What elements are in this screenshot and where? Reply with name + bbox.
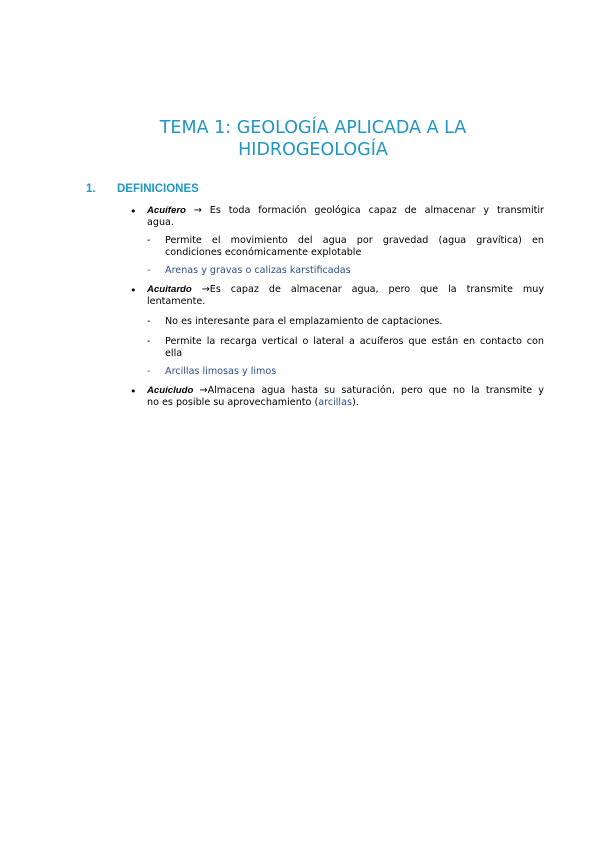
bullet-icon: • bbox=[130, 385, 137, 398]
definition-text: no es posible su aprovechamiento ( bbox=[147, 396, 319, 408]
section-number: 1. bbox=[86, 183, 96, 195]
definition-text: agua. bbox=[147, 216, 174, 228]
dash-icon: - bbox=[147, 235, 151, 246]
list-item bbox=[165, 235, 544, 258]
list-item bbox=[165, 336, 544, 359]
term-acuicludo: Acuicludo bbox=[147, 385, 194, 396]
example-arcillas: arcillas bbox=[318, 396, 352, 408]
definition-acuifero bbox=[147, 205, 544, 228]
list-item-text: ella bbox=[165, 347, 183, 359]
list-item-text: No es interesante para el emplazamiento de captaciones. bbox=[165, 316, 443, 327]
definition-text: ). bbox=[351, 396, 359, 408]
title-line-2: HIDROGEOLOGÍA bbox=[238, 140, 388, 160]
section-heading bbox=[86, 183, 199, 195]
dash-icon: - bbox=[147, 265, 151, 276]
list-item-text: Permite la recarga vertical o lateral a acuíferos que están en contacto con bbox=[165, 336, 544, 347]
title-line-1: TEMA 1: GEOLOGÍA APLICADA A LA bbox=[159, 118, 467, 138]
definition-acuitardo bbox=[147, 284, 544, 307]
definition-text: →Almacena agua hasta su saturación, pero que no la transmite y bbox=[193, 385, 544, 396]
list-item-text: Permite el movimiento del agua por gravedad (agua gravítica) en bbox=[165, 235, 544, 246]
definition-text: → Es toda formación geológica capaz de almacenar y transmitir bbox=[185, 205, 544, 216]
bullet-icon: • bbox=[130, 284, 137, 297]
list-item-text: Arenas y gravas o calizas karstificadas bbox=[165, 265, 351, 276]
definition-text: →Es capaz de almacenar agua, pero que la transmite muy bbox=[191, 284, 544, 295]
dash-icon: - bbox=[147, 336, 151, 347]
page-title bbox=[0, 117, 599, 161]
term-acuitardo: Acuitardo bbox=[147, 284, 192, 295]
definition-acuicludo bbox=[147, 385, 544, 408]
term-acuifero: Acuífero bbox=[147, 205, 186, 216]
bullet-icon: • bbox=[130, 205, 137, 218]
list-item-example bbox=[165, 265, 544, 277]
dash-icon: - bbox=[147, 366, 151, 377]
definition-text: lentamente. bbox=[147, 295, 206, 307]
list-item-text: Arcillas limosas y limos bbox=[165, 366, 277, 377]
list-item-example bbox=[165, 366, 544, 378]
dash-icon: - bbox=[147, 316, 151, 327]
list-item bbox=[165, 316, 544, 328]
list-item-text: condiciones económicamente explotable bbox=[165, 246, 362, 258]
section-title: DEFINICIONES bbox=[117, 183, 199, 195]
